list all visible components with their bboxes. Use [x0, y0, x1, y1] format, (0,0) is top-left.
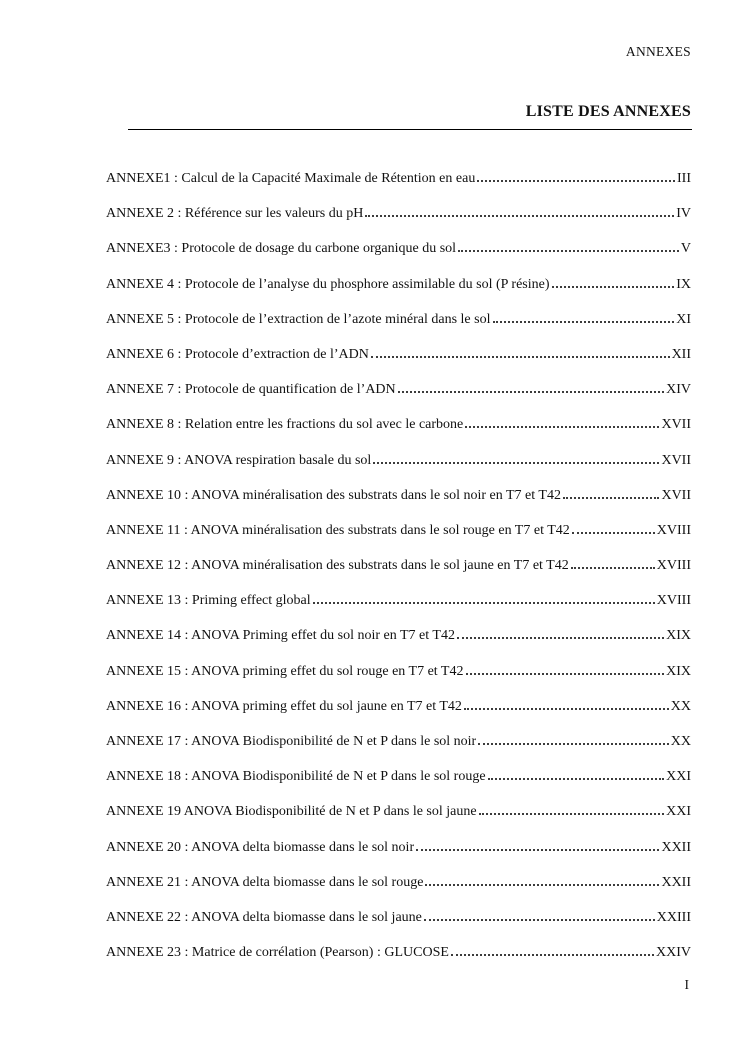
entry-label: ANNEXE 17 : ANOVA Biodisponibilité de N et P dans le sol noir	[106, 734, 477, 749]
entry-label: ANNEXE 11 : ANOVA minéralisation des substrats dans le sol rouge en T7 et T42	[106, 522, 570, 538]
toc-entry	[106, 277, 691, 312]
dot-leader	[373, 462, 659, 464]
entry-page: XX	[670, 734, 691, 749]
entry-label: ANNEXE 18 : ANOVA Biodisponibilité de N et P dans le sol rouge	[106, 769, 486, 785]
toc-entry	[106, 488, 691, 523]
entry-page: IX	[676, 276, 691, 292]
dot-leader	[424, 919, 655, 921]
entry-label: ANNEXE 5 : Protocole de l’extraction de l’azote minéral dans le sol	[106, 311, 491, 327]
dot-leader	[457, 637, 664, 639]
entry-page: III	[677, 171, 691, 186]
entry-label: ANNEXE 2 : Référence sur les valeurs du pH	[106, 206, 364, 222]
toc-entry	[106, 241, 691, 276]
dot-leader	[425, 884, 659, 886]
entry-label: ANNEXE 13 : Priming effect global	[106, 593, 311, 609]
entry-label: ANNEXE 4 : Protocole de l’analyse du phosphore assimilable du sol (P résine)	[106, 276, 550, 292]
dot-leader	[466, 673, 665, 675]
entry-page: XVIII	[656, 558, 691, 574]
title-rule	[128, 129, 692, 130]
toc-entry	[106, 593, 691, 628]
entry-label: ANNEXE 7 : Protocole de quantification de l’ADN	[106, 382, 396, 398]
entry-page: XXIII	[656, 909, 691, 925]
dot-leader	[313, 602, 655, 604]
running-header: ANNEXES	[625, 44, 691, 59]
dot-leader	[479, 813, 665, 815]
toc-entry	[106, 945, 691, 980]
entry-label: ANNEXE 10 : ANOVA minéralisation des substrats dans le sol noir en T7 et T42	[106, 487, 561, 503]
dot-leader	[477, 180, 675, 182]
entry-page: XXII	[661, 874, 691, 890]
entry-label: ANNEXE1 : Calcul de la Capacité Maximale de Rétention en eau	[106, 171, 476, 186]
entry-label: ANNEXE 12 : ANOVA minéralisation des substrats dans le sol jaune en T7 et T42	[106, 558, 569, 574]
entry-page: XVIII	[656, 522, 691, 538]
entry-page: XII	[671, 346, 691, 362]
entry-page: XIV	[666, 382, 691, 398]
dot-leader	[465, 426, 659, 428]
dot-leader	[493, 321, 675, 323]
dot-leader	[572, 532, 655, 534]
dot-leader	[571, 567, 655, 569]
toc-entry	[106, 171, 691, 206]
toc-entry	[106, 769, 691, 804]
toc-entry	[106, 628, 691, 663]
dot-leader	[563, 497, 659, 499]
toc-entry	[106, 382, 691, 417]
toc-entry	[106, 910, 691, 945]
entry-page: XXII	[661, 839, 691, 855]
entry-label: ANNEXE 9 : ANOVA respiration basale du sol	[106, 452, 372, 468]
toc-list	[106, 171, 691, 980]
entry-label: ANNEXE 22 : ANOVA delta biomasse dans le sol jaune	[106, 909, 422, 925]
entry-label: ANNEXE 19 ANOVA Biodisponibilité de N et P dans le sol jaune	[106, 804, 477, 820]
entry-page: XI	[676, 311, 691, 327]
entry-page: XXI	[666, 804, 691, 820]
dot-leader	[458, 250, 679, 252]
toc-entry	[106, 417, 691, 452]
entry-page: IV	[676, 206, 691, 222]
dot-leader	[371, 356, 670, 358]
entry-label: ANNEXE 16 : ANOVA priming effet du sol jaune en T7 et T42	[106, 698, 462, 714]
dot-leader	[464, 708, 669, 710]
toc-entry	[106, 734, 691, 769]
entry-label: ANNEXE 21 : ANOVA delta biomasse dans le sol rouge	[106, 874, 424, 890]
toc-entry	[106, 840, 691, 875]
entry-label: ANNEXE 8 : Relation entre les fractions du sol avec le carbone	[106, 417, 464, 433]
toc-entry	[106, 804, 691, 839]
entry-label: ANNEXE 20 : ANOVA delta biomasse dans le sol noir	[106, 839, 415, 855]
dot-leader	[365, 215, 674, 217]
dot-leader	[488, 778, 665, 780]
toc-entry	[106, 453, 691, 488]
entry-page: XVIII	[656, 593, 691, 609]
entry-page: XX	[670, 698, 691, 714]
toc-entry	[106, 699, 691, 734]
dot-leader	[478, 743, 669, 745]
entry-page: XVII	[661, 487, 691, 503]
toc-entry	[106, 664, 691, 699]
toc-entry	[106, 875, 691, 910]
entry-label: ANNEXE3 : Protocole de dosage du carbone organique du sol	[106, 241, 457, 257]
entry-label: ANNEXE 6 : Protocole d’extraction de l’ADN	[106, 346, 369, 362]
toc-entry	[106, 312, 691, 347]
entry-page: XVII	[661, 452, 691, 468]
entry-page: XIX	[666, 663, 691, 679]
entry-page: XXI	[666, 769, 691, 785]
toc-entry	[106, 347, 691, 382]
page-title: LISTE DES ANNEXES	[525, 103, 691, 120]
entry-page: V	[680, 241, 691, 257]
toc-entry	[106, 523, 691, 558]
entry-page: XXIV	[656, 945, 691, 961]
entry-label: ANNEXE 15 : ANOVA priming effet du sol rouge en T7 et T42	[106, 663, 464, 679]
dot-leader	[552, 286, 675, 288]
dot-leader	[416, 849, 659, 851]
entry-page: XVII	[661, 417, 691, 433]
dot-leader	[398, 391, 664, 393]
toc-entry	[106, 206, 691, 241]
entry-label: ANNEXE 14 : ANOVA Priming effet du sol noir en T7 et T42	[106, 628, 455, 644]
entry-label: ANNEXE 23 : Matrice de corrélation (Pearson) : GLUCOSE	[106, 945, 449, 961]
toc-entry	[106, 558, 691, 593]
entry-page: XIX	[666, 628, 691, 644]
dot-leader	[451, 954, 654, 956]
page-number: I	[684, 977, 689, 992]
